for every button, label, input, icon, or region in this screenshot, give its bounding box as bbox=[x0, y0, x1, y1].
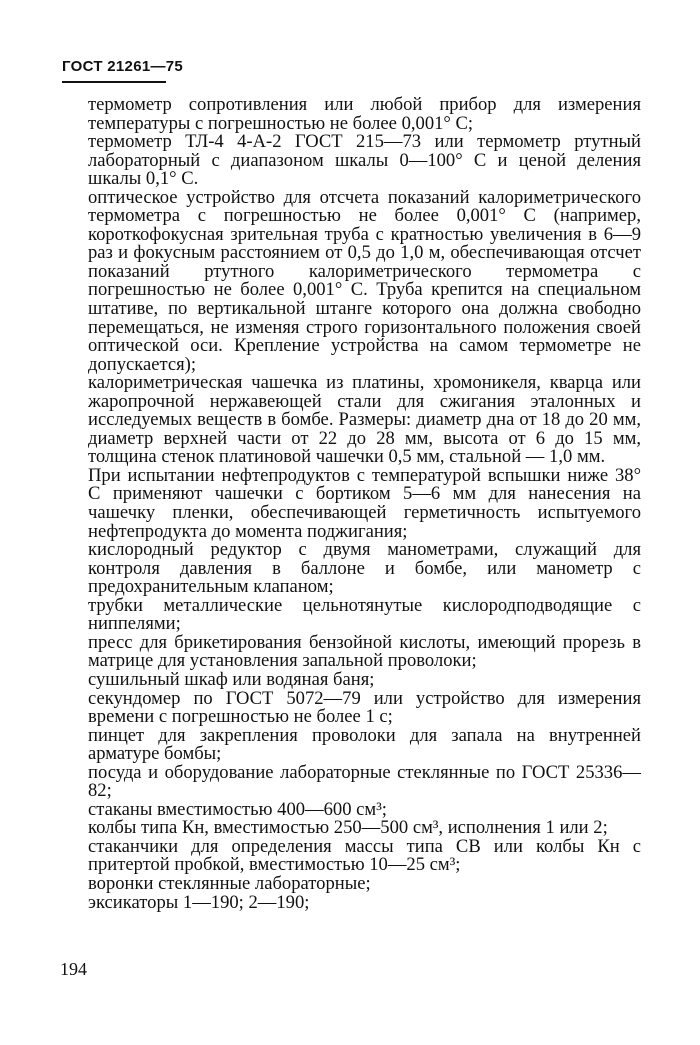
paragraph: калориметрическая чашечка из платины, хромоникеля, кварца или жаропрочной нержавеющей стали для сжигания эталонных и исследуемых веществ в бомбе. Размеры: диаметр дна от 18 до 20 мм, диаметр верхней части от 22 до 28 мм, высота от 6 до 15 мм, толщина стенок платиновой чашечки 0,5 мм, стальной — 1,0 мм. bbox=[88, 372, 641, 468]
paragraph: секундомер по ГОСТ 5072—79 или устройство для измерения времени с погрешностью не более 1 с; bbox=[88, 687, 641, 728]
paragraph: термометр ТЛ-4 4-А-2 ГОСТ 215—73 или термометр ртутный лабораторный с диапазоном шкалы 0—100° С и ценой деления шкалы 0,1° С. bbox=[88, 131, 641, 190]
paragraph: стаканчики для определения массы типа СВ или колбы Кн с притертой пробкой, вместимостью 10—25 см³; bbox=[88, 835, 641, 876]
paragraph: При испытании нефтепродуктов с температурой вспышки ниже 38° С применяют чашечки с бортиком 5—6 мм для нанесения на чашечку пленки, обеспечивающей герметичность испытуемого нефтепродукта до момента поджигания; bbox=[88, 464, 641, 542]
header-rule bbox=[62, 81, 166, 83]
paragraph: колбы типа Кн, вместимостью 250—500 см³, исполнения 1 или 2; bbox=[88, 817, 608, 839]
paragraph: пресс для брикетирования бензойной кислоты, имеющий прорезь в матрице для установления запальной проволоки; bbox=[88, 631, 641, 672]
paragraph: посуда и оборудование лабораторные стеклянные по ГОСТ 25336—82; bbox=[88, 761, 641, 802]
paragraph: эксикаторы 1—190; 2—190; bbox=[88, 891, 310, 913]
paragraph: трубки металлические цельнотянутые кислородподводящие с ниппелями; bbox=[88, 594, 641, 635]
paragraph: стаканы вместимостью 400—600 см³; bbox=[88, 798, 387, 820]
paragraph: сушильный шкаф или водяная баня; bbox=[88, 668, 375, 690]
paragraph: кислородный редуктор с двумя манометрами, служащий для контроля давления в баллоне и бомбе, или манометр с предохранительным клапаном; bbox=[88, 539, 641, 598]
paragraph: пинцет для закрепления проволоки для запала на внутренней арматуре бомбы; bbox=[88, 724, 641, 765]
paragraph: термометр сопротивления или любой прибор для измерения температуры с погрешностью не более 0,001° С; bbox=[88, 94, 641, 134]
paragraph: оптическое устройство для отсчета показаний калориметрического термометра с погрешностью не более 0,001° С (например, короткофокусная зрительная труба с кратностью увеличения в 6—9 раз и фокусным расстоянием от 0,5 до 1,0 м, обеспечивающая отсчет показаний ртутного калориметрического термометра с погрешностью не более 0,001° С. Труба крепится на специальном штативе, по вертикальной штанге которого она должна свободно перемещаться, не изменяя строго горизонтального положения своей оптической оси. Крепление устройства на самом термометре не допускается); bbox=[88, 186, 641, 375]
paragraph: воронки стеклянные лабораторные; bbox=[88, 872, 371, 894]
body-text bbox=[88, 96, 641, 912]
page-number: 194 bbox=[60, 959, 87, 979]
standard-header: ГОСТ 21261—75 bbox=[62, 58, 184, 75]
